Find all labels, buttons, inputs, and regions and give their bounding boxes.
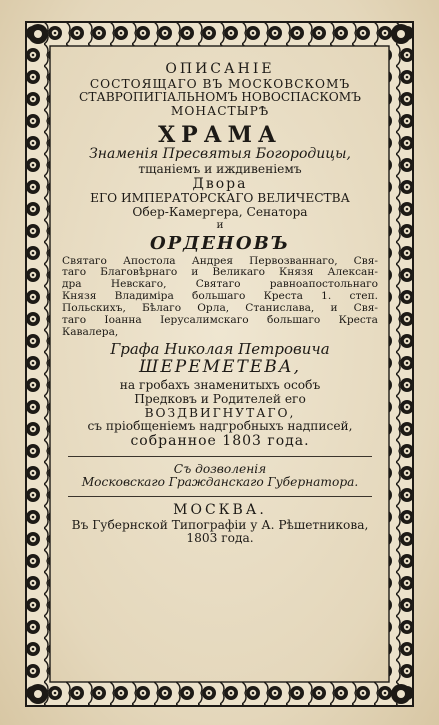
heading-line-2: СОСТОЯЩАГО ВЪ МОСКОВСКОМЪ xyxy=(89,77,351,91)
word-dvora: Двора xyxy=(192,176,248,192)
divider-bottom xyxy=(68,496,372,497)
heading-khrama: ХРАМА xyxy=(158,122,282,148)
orders-line-2: таго Благовѣрнаго и Великаго Князя Алексан- xyxy=(62,267,378,279)
orders-line-7: Кавалера, xyxy=(62,326,119,338)
heading-line-3: СТАВРОПИГІАЛЬНОМЪ НОВОСПАСКОМЪ xyxy=(79,91,361,105)
line-rank: Обер-Камергера, Сенатора xyxy=(132,205,308,219)
orders-line-5: Польскихъ, Бѣлаго Орла, Станислава, и Свя- xyxy=(62,303,378,315)
title-page-text xyxy=(62,58,378,643)
orders-line-4: Князя Владиміра большаго Креста 1. степ. xyxy=(62,291,378,303)
line-emperor: ЕГО ИМПЕРАТОРСКАГО ВЕЛИЧЕСТВА xyxy=(90,192,350,206)
permission-line-1: Съ дозволенія xyxy=(173,462,267,476)
permission-line-2: Московскаго Гражданскаго Губернатора. xyxy=(81,476,359,490)
tail-line-3: ВОЗДВИГНУТАГО, xyxy=(144,406,296,420)
orders-line-3: дра Невскаго, Святаго равноапостольнаго xyxy=(62,279,378,291)
word-i: и xyxy=(216,219,224,231)
tail-line-4: съ пріобщеніемъ надгробныхъ надписей, xyxy=(87,420,353,434)
tail-line-5: собранное 1803 года. xyxy=(130,434,310,450)
heading-opisanie: ОПИСАНІЕ xyxy=(165,62,275,77)
imprint-year: 1803 года. xyxy=(186,532,254,546)
tail-line-1: на гробахъ знаменитыхъ особъ xyxy=(119,379,321,393)
heading-line-4: МОНАСТЫРѢ xyxy=(170,104,270,118)
subtitle-znamenie: Знаменія Пресвятыя Богородицы, xyxy=(89,147,351,163)
orders-line-6: таго Іоанна Іерусалимскаго большаго Креста xyxy=(62,314,378,326)
subtitle-tshchaniem: тщаніемъ и иждивеніемъ xyxy=(138,162,302,176)
orders-line-1: Святаго Апостола Андрея Первозваннаго, Свя- xyxy=(62,255,378,267)
heading-ordenov: ОРДЕНОВЪ xyxy=(149,234,291,255)
imprint-city: МОСКВА. xyxy=(173,503,267,519)
tail-line-2: Предковъ и Родителей его xyxy=(134,393,306,407)
divider-top xyxy=(68,456,372,457)
imprint-printer: Въ Губернской Типографіи у А. Рѣшетникова, xyxy=(71,518,369,532)
surname: ШЕРЕМЕТЕВА, xyxy=(139,358,301,378)
count-name: Графа Николая Петровича xyxy=(110,340,330,358)
